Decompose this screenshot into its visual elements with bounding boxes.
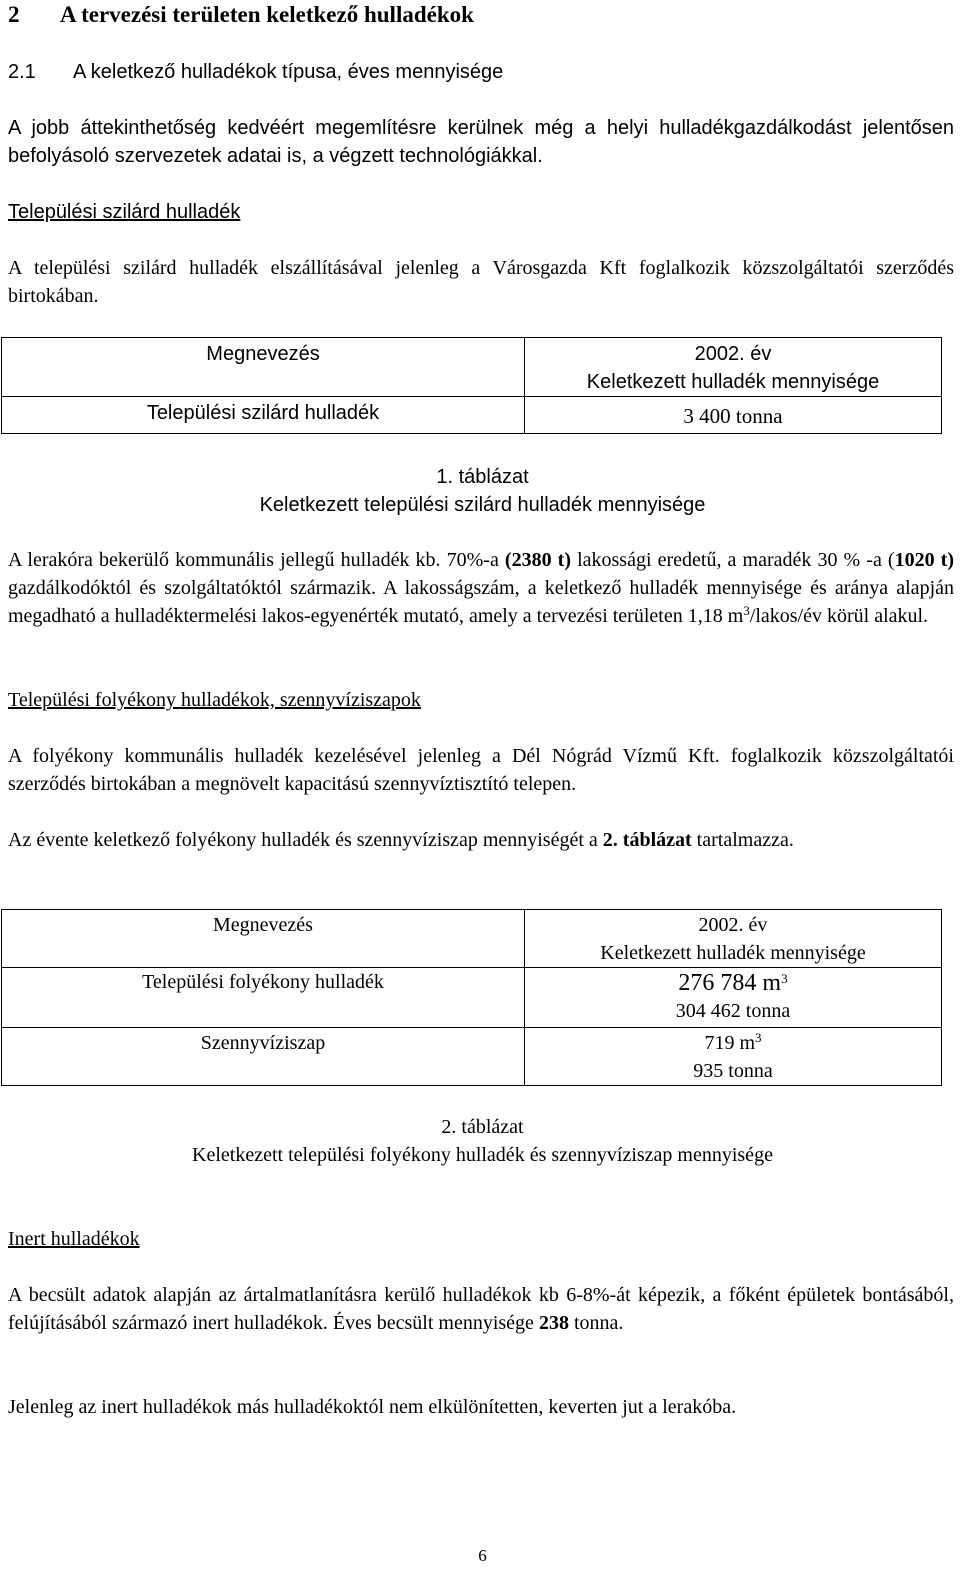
solid-waste-heading: Települési szilárd hulladék: [8, 201, 241, 223]
table1-header-year: 2002. év Keletkezett hulladék mennyisége: [525, 338, 942, 397]
table2-row2-name: Szennyvíziszap: [2, 1028, 525, 1086]
table1-row-name: Települési szilárd hulladék: [2, 397, 525, 434]
table2-header-name: Megnevezés: [2, 910, 525, 968]
table2-reference-paragraph: Az évente keletkező folyékony hulladék és szennyvíziszap mennyiségét a 2. táblázat tartalmazza.: [8, 829, 794, 851]
intro-paragraph: A jobb áttekinthetőség kedvéért megemlítésre kerülnek még a helyi hulladékgazdálkodást jelentősen befolyásoló szervezetek adatai is, a végzett technológiákkal.: [8, 117, 954, 167]
section-heading: [8, 58, 503, 86]
table1-caption-title: Keletkezett települési szilárd hulladék mennyisége: [259, 494, 706, 516]
table2-row1-tonnes: 304 462 tonna: [675, 1000, 791, 1022]
table2-row1-value: 276 784 $m^3$ 304 462 tonna: [525, 968, 942, 1028]
table2-header-qty: Keletkezett hulladék mennyisége: [600, 942, 866, 964]
page-number: 6: [478, 1546, 487, 1565]
liquid-waste-paragraph: A folyékony kommunális hulladék kezelésével jelenleg a Dél Nógrád Vízmű Kft. foglalkozik közszolgáltatói szerződés birtokában a megnövelt kapacitású szennyvíztisztító telepen.: [8, 745, 954, 795]
solid-waste-text-lead: A települési szilárd hulladék elszállításával jelenleg a Városgazda Kft foglalkozik közszolgáltatói szerződés birtokában.: [8, 257, 954, 307]
liquid-waste-heading: Települési folyékony hulladékok, szennyvíziszapok: [8, 689, 421, 711]
table1-caption: [0, 463, 960, 519]
inert-waste-heading: Inert hulladékok: [8, 1228, 140, 1250]
table1-header-qty: Keletkezett hulladék mennyisége: [586, 371, 880, 393]
chapter-heading: [8, 0, 474, 30]
table2-caption: [0, 1113, 960, 1169]
table2-header-year: 2002. év Keletkezett hulladék mennyisége: [525, 910, 942, 968]
solid-waste-paragraph: [8, 254, 954, 310]
inert-waste-paragraph-2: Jelenleg az inert hulladékok más hulladékoktól nem elkülönítetten, keverten jut a lerakóba.: [8, 1396, 737, 1418]
table1-row-value: 3 400 tonna: [525, 397, 942, 434]
table2-row2-tonnes: 935 tonna: [693, 1060, 773, 1082]
table1-caption-number: 1. táblázat: [436, 466, 529, 488]
section-number: 2.1: [8, 61, 36, 83]
section-title: A keletkező hulladékok típusa, éves mennyisége: [73, 61, 504, 83]
table2-caption-number: 2. táblázat: [441, 1116, 524, 1138]
table2-row1-name: Települési folyékony hulladék: [2, 968, 525, 1028]
chapter-title: A tervezési területen keletkező hulladékok: [60, 2, 474, 27]
table-2: [1, 909, 942, 1086]
inert-waste-paragraph: A becsült adatok alapján az ártalmatlanításra kerülő hulladékok kb 6-8%-át képezik, a főként épületek bontásából, felújításából származó inert hulladékok. Éves becsült mennyisége 238 tonna.: [8, 1284, 954, 1334]
chapter-number: 2: [8, 2, 20, 27]
table-1: [1, 337, 942, 434]
table2-caption-title: Keletkezett települési folyékony hulladék és szennyvíziszap mennyisége: [192, 1144, 773, 1166]
table1-header-name: Megnevezés: [2, 338, 525, 397]
landfill-paragraph: A lerakóra bekerülő kommunális jellegű hulladék kb. 70%-a (2380 t) lakossági eredetű, a maradék 30 % -a (1020 t) gazdálkodóktól és szolgáltatóktól származik. A lakosságszám, a keletkező hulladék mennyisége és aránya alapján megadható a hulladéktermelési lakos-egyenérték mutató, amely a tervezési területen 1,18 $m^3/lakos/év$ körül alakul.: [8, 549, 955, 627]
table2-row2-value: 719 $m^3$ 935 tonna: [525, 1028, 942, 1086]
